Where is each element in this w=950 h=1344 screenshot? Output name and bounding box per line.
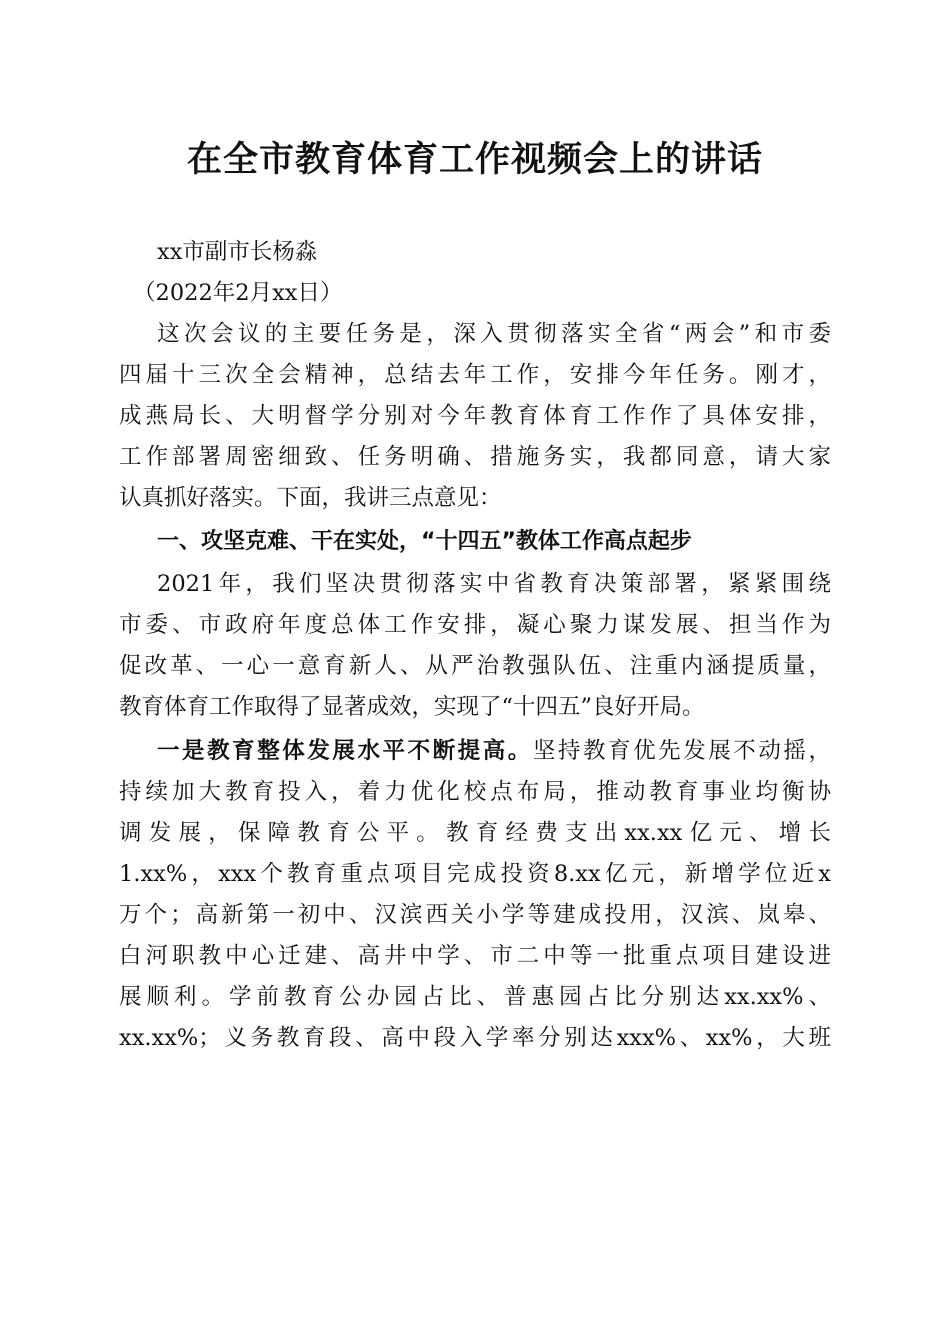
speaker-line bbox=[119, 232, 831, 273]
paragraph-line: 调发展，保障教育公平。教育经费支出xx.xx亿元、增长 bbox=[119, 820, 831, 846]
paragraph-line: 工作部署周密细致、任务明确、措施务实，我都同意，请大家 bbox=[119, 444, 831, 470]
paragraph-line: xx.xx%；义务教育段、高中段入学率分别达xxx%、xx%，大班 bbox=[119, 1025, 831, 1051]
point-rest: 坚持教育优先发展不动摇， bbox=[532, 738, 831, 764]
document-title: 在全市教育体育工作视频会上的讲话 bbox=[186, 139, 763, 180]
section-heading: 一、攻坚克难、干在实处，“十四五”教体工作高点起步 bbox=[157, 529, 692, 554]
speaker-name: xx市副市长杨淼 bbox=[157, 239, 318, 265]
paragraph-line: 四届十三次全会精神，总结去年工作，安排今年任务。刚才， bbox=[119, 362, 831, 388]
paragraph-line: 促改革、一心一意育新人、从严治教强队伍、注重内涵提质量， bbox=[119, 653, 831, 679]
paragraph-line: 展顺利。学前教育公办园占比、普惠园占比分别达xx.xx%、 bbox=[119, 984, 831, 1010]
paragraph-line: 1.xx%，xxx个教育重点项目完成投资8.xx亿元，新增学位近x bbox=[119, 861, 831, 887]
speech-date: （2022年2月xx日） bbox=[133, 280, 343, 306]
document-body bbox=[119, 232, 831, 1059]
paragraph-line: 成燕局长、大明督学分别对今年教育体育工作作了具体安排， bbox=[119, 403, 831, 429]
paragraph-line: 这次会议的主要任务是，深入贯彻落实全省“两会”和市委 bbox=[157, 321, 831, 347]
paragraph-line: 认真抓好落实。下面，我讲三点意见： bbox=[119, 485, 502, 511]
point-first-line bbox=[119, 731, 831, 772]
paragraph-line: 教育体育工作取得了显著成效，实现了“十四五”良好开局。 bbox=[119, 694, 705, 720]
paragraph-line: 2021年，我们坚决贯彻落实中省教育决策部署，紧紧围绕 bbox=[157, 571, 831, 597]
paragraph-line: 白河职教中心迁建、高井中学、市二中等一批重点项目建设进 bbox=[119, 943, 831, 969]
point-lead: 一是教育整体发展水平不断提高。 bbox=[157, 738, 533, 764]
paragraph-line: 持续加大教育投入，着力优化校点布局，推动教育事业均衡协 bbox=[119, 779, 831, 805]
paragraph-line: 市委、市政府年度总体工作安排，凝心聚力谋发展、担当作为 bbox=[119, 612, 831, 638]
date-line bbox=[119, 273, 831, 314]
paragraph-line: 万个；高新第一初中、汉滨西关小学等建成投用，汉滨、岚皋、 bbox=[119, 902, 831, 928]
